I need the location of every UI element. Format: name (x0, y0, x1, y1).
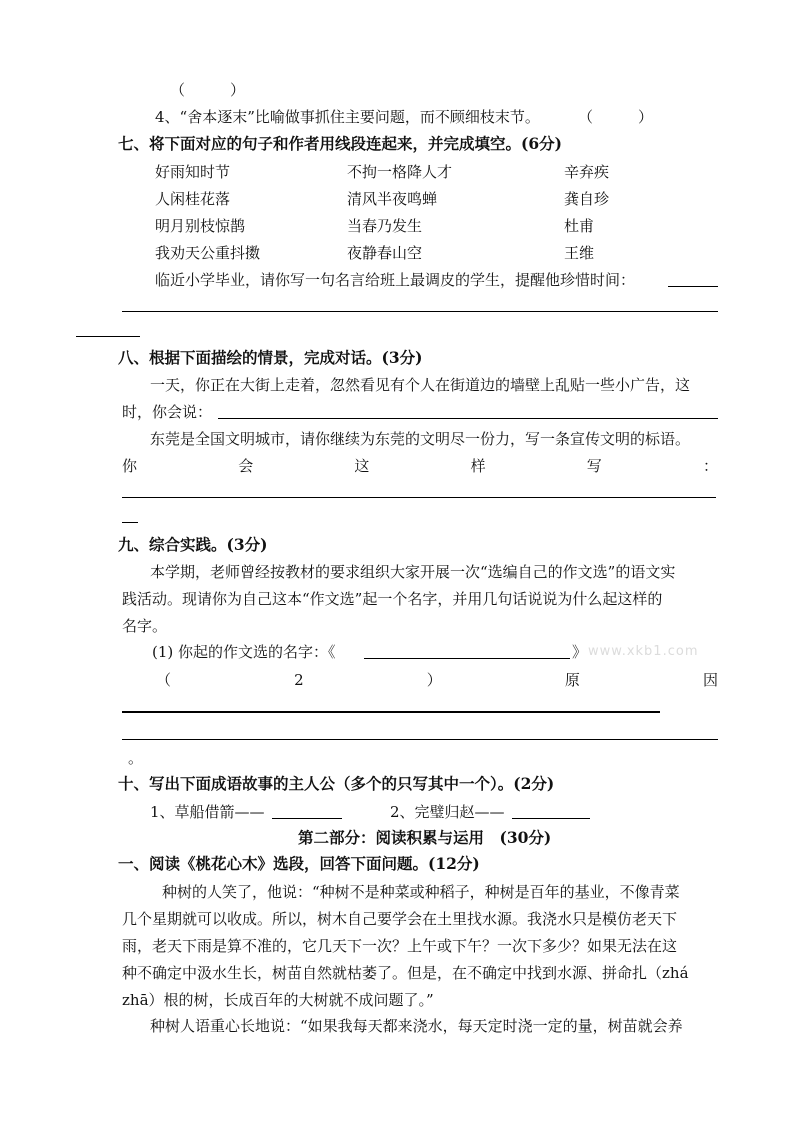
section-title: 九、综合实践。(3分) (118, 535, 268, 554)
paragraph-line: 践活动。现请你为自己这本“作文选”起一个名字，并用几句话说说为什么起这样的 (122, 590, 663, 608)
answer-line[interactable] (122, 522, 138, 523)
list-item: 龚自珍 (564, 190, 610, 208)
end-mark: 。 (128, 749, 144, 767)
spaced-line (122, 456, 718, 476)
paragraph-line: 几个星期就可以收成。所以，树木自己要学会在土里找水源。我浇水只是模仿老天下 (122, 910, 678, 928)
answer-line[interactable] (122, 739, 718, 740)
spaced-char: 写 (586, 457, 602, 475)
list-item: 清风半夜鸣蝉 (347, 190, 438, 208)
answer-line[interactable] (76, 336, 140, 337)
section-title: 七、将下面对应的句子和作者用线段连起来，并完成填空。(6分) (118, 134, 562, 153)
list-item: 不拘一格降人才 (347, 163, 453, 181)
watermark: www.xkb1.com (588, 644, 699, 659)
spaced-char: 2 (294, 671, 304, 689)
spaced-line (156, 670, 718, 690)
question-item: 》 (572, 643, 588, 661)
paragraph-line: 东莞是全国文明城市，请你继续为东莞的文明尽一份力，写一条宣传文明的标语。 (150, 430, 691, 448)
list-item: 明月别枝惊鹊 (155, 217, 246, 235)
answer-paren: （ ） (170, 81, 246, 99)
answer-line[interactable] (512, 818, 590, 819)
answer-line[interactable] (364, 658, 570, 659)
answer-line[interactable] (272, 818, 342, 819)
spaced-char: 这 (354, 457, 370, 475)
paragraph-line: 种树人语重心长地说：“如果我每天都来浇水，每天定时浇一定的量，树苗就会养 (150, 1017, 683, 1035)
paragraph-line: 时，你会说： (122, 403, 213, 421)
answer-line[interactable] (122, 311, 718, 312)
spaced-char: 因 (702, 671, 718, 689)
question-prompt: 临近小学毕业，请你写一句名言给班上最调皮的学生，提醒他珍惜时间： (155, 271, 636, 289)
part-title: 第二部分：阅读积累与运用 (30分) (298, 828, 552, 847)
list-item: 夜静春山空 (347, 244, 423, 262)
answer-line[interactable] (122, 711, 660, 713)
paragraph-line: 名字。 (122, 617, 168, 635)
paragraph-line: 种树的人笑了，他说：“种树不是种菜或种稻子，种树是百年的基业，不像青菜 (162, 883, 680, 901)
list-item: 当春乃发生 (347, 217, 423, 235)
section-title: 八、根据下面描绘的情景，完成对话。(3分) (118, 348, 423, 367)
spaced-char: 会 (238, 457, 254, 475)
question-item: (1) 你起的作文选的名字：《 (152, 643, 336, 661)
spaced-char: 你 (122, 457, 138, 475)
paragraph-line: 雨，老天下雨是算不准的，它几天下一次？上午或下午？一次下多少？如果无法在这 (122, 937, 678, 955)
spaced-char: 原 (564, 671, 580, 689)
list-item: 辛弃疾 (564, 163, 610, 181)
question-item: 2、完璧归赵—— (390, 803, 505, 821)
list-item: 我劝天公重抖擞 (155, 244, 261, 262)
answer-line[interactable] (122, 497, 716, 498)
list-item: 杜甫 (564, 217, 595, 235)
paragraph-line: 种不确定中汲水生长，树苗自然就枯萎了。但是，在不确定中找到水源、拼命扎（zhá (122, 964, 689, 982)
paragraph-line: 本学期，老师曾经按教材的要求组织大家开展一次“选编自己的作文选”的语文实 (150, 563, 676, 581)
paragraph-line: zhā）根的树，长成百年的大树就不成问题了。” (122, 991, 434, 1009)
list-item: 人闲桂花落 (155, 190, 231, 208)
section-title: 十、写出下面成语故事的主人公（多个的只写其中一个）。(2分) (118, 774, 555, 793)
spaced-char: ） (426, 671, 442, 689)
spaced-char: ： (702, 457, 718, 475)
paragraph-line: 一天，你正在大街上走着，忽然看见有个人在街道边的墙壁上乱贴一些小广告，这 (150, 376, 691, 394)
question-item: 4、“舍本逐末”比喻做事抓住主要问题，而不顾细枝末节。 (155, 108, 540, 126)
answer-line[interactable] (668, 286, 718, 287)
spaced-char: （ (156, 671, 172, 689)
list-item: 好雨知时节 (155, 163, 231, 181)
list-item: 王维 (564, 244, 595, 262)
question-item: 1、草船借箭—— (150, 803, 265, 821)
answer-paren: （ ） (578, 108, 654, 126)
section-title: 一、阅读《桃花心木》选段，回答下面问题。(12分) (118, 854, 480, 873)
answer-line[interactable] (218, 418, 718, 419)
spaced-char: 样 (470, 457, 486, 475)
